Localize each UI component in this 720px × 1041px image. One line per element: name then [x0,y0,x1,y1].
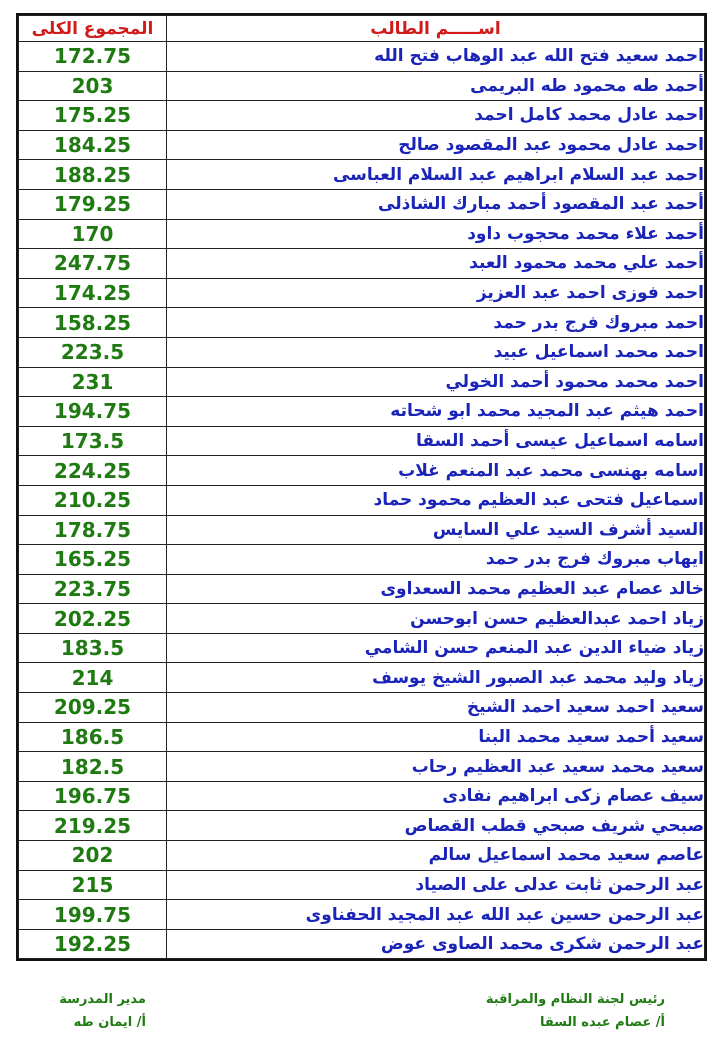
student-total: 188.25 [19,160,167,190]
table-row [19,130,705,160]
student-name: عبد الرحمن شكرى محمد الصاوى عوض [167,929,705,959]
student-name: أحمد علي محمد محمود العبد [167,249,705,279]
student-total: 247.75 [19,249,167,279]
student-name: صبحي شريف صبحي قطب القصاص [167,811,705,841]
student-name: احمد عبد السلام ابراهيم عبد السلام العباسى [167,160,705,190]
student-name: ايهاب مبروك فرج بدر حمد [167,545,705,575]
table-row [19,545,705,575]
student-total: 231 [19,367,167,397]
table-row [19,633,705,663]
table-header-row [19,16,705,42]
student-total: 210.25 [19,485,167,515]
table-body [19,42,705,959]
student-name: زياد وليد محمد عبد الصبور الشيخ يوسف [167,663,705,693]
student-total: 172.75 [19,42,167,72]
table-row [19,308,705,338]
student-total: 174.25 [19,278,167,308]
header-student-name: اســـــم الطالب [167,16,705,42]
table-row [19,781,705,811]
table-row [19,722,705,752]
table-row [19,337,705,367]
student-total: 209.25 [19,693,167,723]
principal-title: مدير المدرسة [59,992,146,1007]
student-total: 215 [19,870,167,900]
table-row [19,870,705,900]
student-total: 202.25 [19,604,167,634]
student-total: 173.5 [19,426,167,456]
student-total: 194.75 [19,397,167,427]
table-row [19,160,705,190]
student-name: احمد مبروك فرج بدر حمد [167,308,705,338]
student-name: احمد محمد محمود أحمد الخولي [167,367,705,397]
student-name: سعيد محمد سعيد عبد العظيم رحاب [167,752,705,782]
table-row [19,42,705,72]
student-total: 214 [19,663,167,693]
student-total: 184.25 [19,130,167,160]
student-name: زياد احمد عبدالعظيم حسن ابوحسن [167,604,705,634]
table-row [19,929,705,959]
table-row [19,663,705,693]
table-row [19,367,705,397]
student-name: عبد الرحمن حسين عبد الله عبد المجيد الحفناوى [167,900,705,930]
table-row [19,841,705,871]
student-name: زياد ضياء الدين عبد المنعم حسن الشامي [167,633,705,663]
student-total: 223.75 [19,574,167,604]
student-name: اسماعيل فتحى عبد العظيم محمود حماد [167,485,705,515]
principal-name: أ/ ايمان طه [73,1015,146,1030]
student-total: 170 [19,219,167,249]
table-row [19,604,705,634]
student-total: 182.5 [19,752,167,782]
table-row [19,811,705,841]
header-total: المجموع الكلى [19,16,167,42]
student-name: السيد أشرف السيد علي السايس [167,515,705,545]
student-total: 202 [19,841,167,871]
student-name: احمد محمد اسماعيل عبيد [167,337,705,367]
footer-committee-head [440,988,665,1034]
student-name: اسامه اسماعيل عيسى أحمد السقا [167,426,705,456]
student-total: 192.25 [19,929,167,959]
student-name: سيف عصام زكى ابراهيم نفادى [167,781,705,811]
student-total: 196.75 [19,781,167,811]
student-name: اسامه بهنسى محمد عبد المنعم غلاب [167,456,705,486]
student-total: 223.5 [19,337,167,367]
student-total: 175.25 [19,101,167,131]
student-name: عاصم سعيد محمد اسماعيل سالم [167,841,705,871]
table-row [19,693,705,723]
student-total: 165.25 [19,545,167,575]
table-row [19,752,705,782]
student-total: 199.75 [19,900,167,930]
table-row [19,515,705,545]
student-total: 179.25 [19,189,167,219]
table-row [19,249,705,279]
student-name: سعيد أحمد سعيد محمد البنا [167,722,705,752]
student-total: 219.25 [19,811,167,841]
student-name: احمد فوزى احمد عبد العزيز [167,278,705,308]
table-row [19,426,705,456]
results-sheet [16,13,707,961]
student-name: احمد هيثم عبد المجيد محمد ابو شحاته [167,397,705,427]
footer-principal [46,988,146,1034]
table-row [19,278,705,308]
student-name: أحمد طه محمود طه البريمى [167,71,705,101]
student-name: احمد عادل محمود عبد المقصود صالح [167,130,705,160]
results-table [18,15,705,959]
student-total: 178.75 [19,515,167,545]
student-total: 158.25 [19,308,167,338]
student-name: احمد سعيد فتح الله عبد الوهاب فتح الله [167,42,705,72]
student-total: 186.5 [19,722,167,752]
student-name: أحمد علاء محمد محجوب داود [167,219,705,249]
table-row [19,219,705,249]
table-row [19,900,705,930]
student-total: 183.5 [19,633,167,663]
student-name: احمد عادل محمد كامل احمد [167,101,705,131]
student-name: عبد الرحمن ثابت عدلى على الصياد [167,870,705,900]
student-name: خالد عصام عبد العظيم محمد السعداوى [167,574,705,604]
committee-head-name: أ/ عصام عبده السقا [539,1015,665,1030]
student-name: سعيد احمد سعيد احمد الشيخ [167,693,705,723]
table-row [19,397,705,427]
table-row [19,101,705,131]
table-row [19,189,705,219]
table-row [19,485,705,515]
table-row [19,71,705,101]
table-row [19,574,705,604]
committee-title: رئيس لجنة النظام والمراقبة [485,992,665,1007]
student-total: 224.25 [19,456,167,486]
table-row [19,456,705,486]
student-total: 203 [19,71,167,101]
student-name: أحمد عبد المقصود أحمد مبارك الشاذلى [167,189,705,219]
